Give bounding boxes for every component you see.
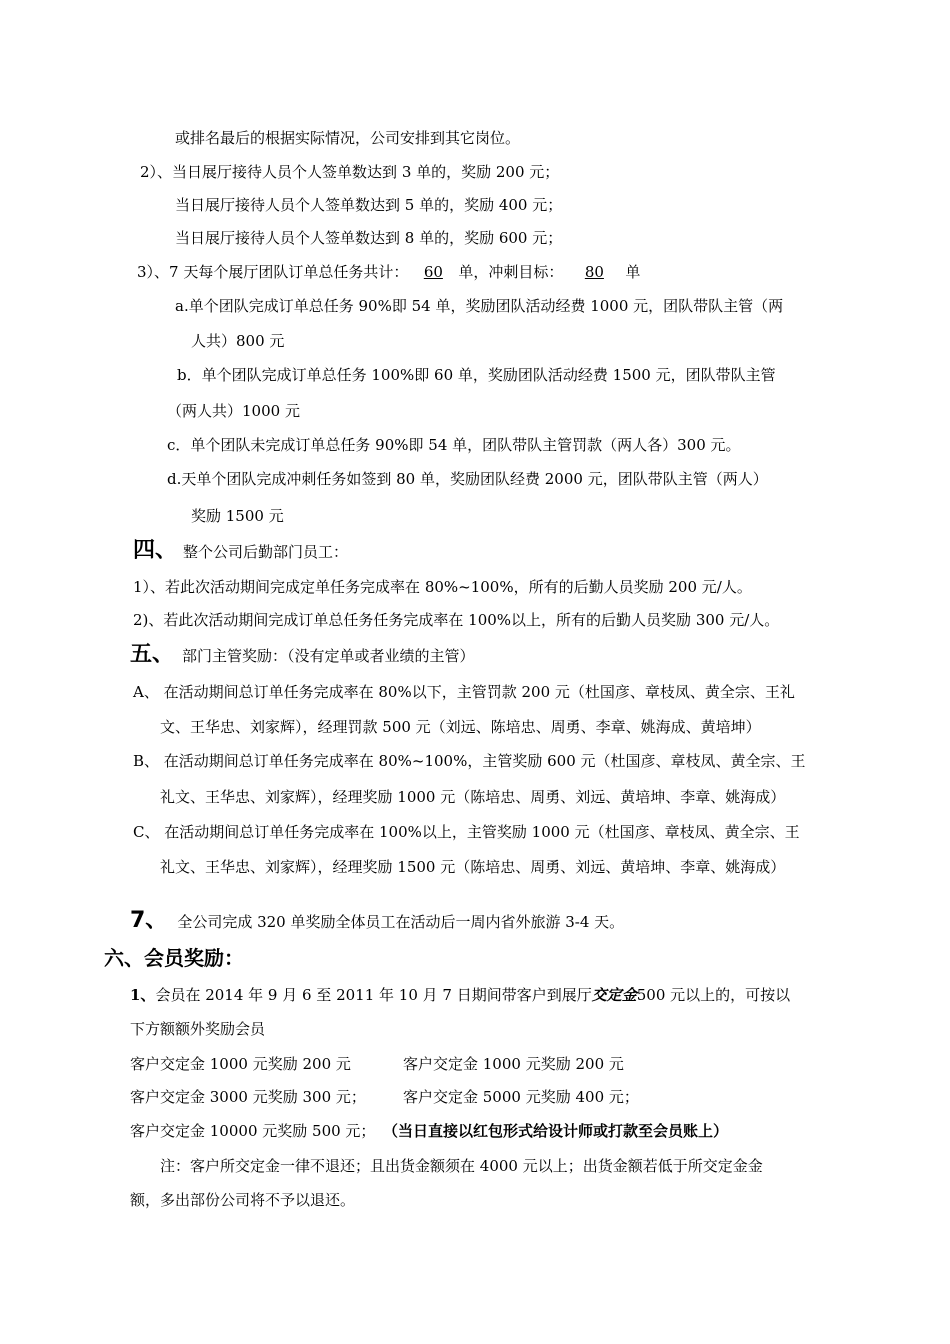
section4-item1: 1）、若此次活动期间完成定单任务完成率在 80%~100%，所有的后勤人员奖励 200 元/人。 — [133, 578, 752, 596]
item3-d-line2: 奖励 1500 元 — [191, 507, 284, 525]
tier-row-3-left: 客户交定金 10000 元奖励 500 元； — [130, 1122, 376, 1140]
tier-row-3-note: （当日直接以红包形式给设计师或打款至会员账上） — [383, 1122, 729, 1140]
section7-line — [130, 907, 624, 936]
section6-item1-line2: 下方额额外奖励会员 — [130, 1020, 266, 1038]
section3-item2-line3: 当日展厅接待人员个人签单数达到 8 单的，奖励 600 元； — [175, 229, 563, 247]
section4-title: 整个公司后勤部门员工： — [183, 543, 349, 561]
item3-target: 60 — [423, 263, 443, 281]
item3-suffix: 单 — [625, 263, 641, 281]
section3-item3 — [137, 262, 640, 282]
section3-continuation: 或排名最后的根据实际情况，公司安排到其它岗位。 — [175, 129, 521, 147]
item3-c: c．单个团队未完成订单总任务 90%即 54 单，团队带队主管罚款（两人各）300 元。 — [167, 436, 741, 454]
section6-heading: 六、会员奖励： — [104, 946, 244, 970]
section6-item1-pre: 会员在 2014 年 9 月 6 至 2011 年 10 月 7 日期间带客户到展厅 — [155, 986, 592, 1004]
note-line2: 额，多出部份公司将不予以退还。 — [130, 1191, 356, 1209]
section6-item1-line1 — [130, 985, 790, 1005]
section6-item1-emphasis: 交定金 — [591, 986, 637, 1004]
section5-number: 五、 — [130, 642, 175, 667]
section3-item2-line2: 当日展厅接待人员个人签单数达到 5 单的，奖励 400 元； — [175, 196, 563, 214]
section5-B-line2: 礼文、王华忠、刘家辉），经理奖励 1000 元（陈培忠、周勇、刘远、黄培坤、李章、姚海成） — [160, 788, 786, 806]
item3-d-line1: d.天单个团队完成冲刺任务如签到 80 单，奖励团队经费 2000 元，团队带队主管（两人） — [167, 470, 768, 488]
section6-item1-number: 1、 — [130, 986, 156, 1004]
item3-mid: 单，冲刺目标： — [458, 263, 564, 281]
tier-row-2-left: 客户交定金 3000 元奖励 300 元； — [130, 1088, 366, 1106]
tier-row-1-right: 客户交定金 1000 元奖励 200 元 — [403, 1055, 624, 1073]
note-line1: 注：客户所交定金一律不退还；且出货金额须在 4000 元以上；出货金额若低于所交定金金 — [160, 1157, 763, 1175]
section5-C-line2: 礼文、王华忠、刘家辉），经理奖励 1500 元（陈培忠、周勇、刘远、黄培坤、李章、姚海成） — [160, 858, 786, 876]
section7-number: 7、 — [130, 908, 168, 933]
section3-item2-line1: 2）、当日展厅接待人员个人签单数达到 3 单的，奖励 200 元； — [140, 163, 560, 181]
item3-prefix: 3）、7 天每个展厅团队订单总任务共计： — [137, 263, 409, 281]
section5-B-line1: B、 在活动期间总订单任务完成率在 80%~100%，主管奖励 600 元（杜国彦、章枝凤、黄全宗、王 — [133, 752, 806, 770]
section5-heading — [130, 641, 475, 670]
item3-b-line1: b．单个团队完成订单总任务 100%即 60 单，奖励团队活动经费 1500 元，团队带队主管 — [177, 366, 776, 384]
section4-number: 四、 — [133, 538, 178, 563]
tier-row-2-right: 客户交定金 5000 元奖励 400 元； — [403, 1088, 639, 1106]
section7-text: 全公司完成 320 单奖励全体员工在活动后一周内省外旅游 3-4 天。 — [177, 913, 625, 931]
section4-heading — [133, 537, 348, 566]
section5-title: 部门主管奖励：（没有定单或者业绩的主管） — [182, 647, 475, 665]
section5-A-line1: A、 在活动期间总订单任务完成率在 80%以下，主管罚款 200 元（杜国彦、章枝凤、黄全宗、王礼 — [133, 683, 795, 701]
item3-a-line1: a.单个团队完成订单总任务 90%即 54 单，奖励团队活动经费 1000 元，团队带队主管（两 — [175, 297, 784, 315]
section5-A-line2: 文、王华忠、刘家辉），经理罚款 500 元（刘远、陈培忠、周勇、李章、姚海成、黄培坤） — [160, 718, 761, 736]
tier-row-1-left: 客户交定金 1000 元奖励 200 元 — [130, 1055, 351, 1073]
item3-sprint: 80 — [584, 263, 604, 281]
section5-C-line1: C、 在活动期间总订单任务完成率在 100%以上，主管奖励 1000 元（杜国彦、章枝凤、黄全宗、王 — [133, 823, 800, 841]
item3-a-line2: 人共）800 元 — [191, 332, 285, 350]
section6-item1-post: 500 元以上的，可按以 — [636, 986, 791, 1004]
item3-b-line2: （两人共）1000 元 — [167, 402, 300, 420]
section4-item2: 2)、若此次活动期间完成订单总任务任务完成率在 100%以上，所有的后勤人员奖励 300 元/人。 — [133, 611, 780, 629]
